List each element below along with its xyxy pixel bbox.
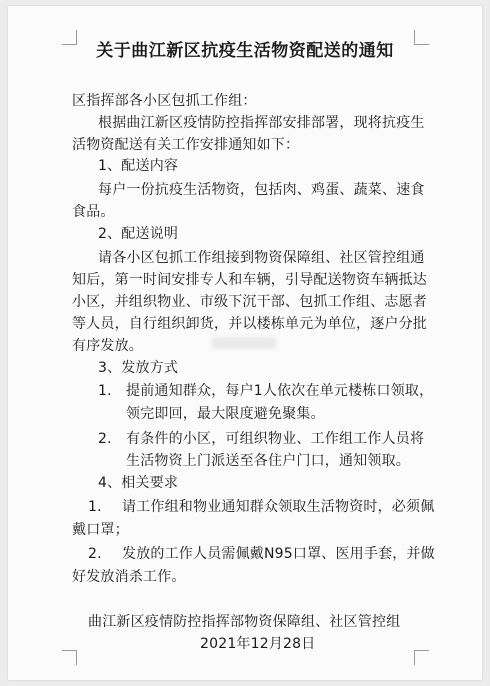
intro-line-1: 根据曲江新区疫情防控指挥部安排部署，现将抗疫生 <box>98 115 425 131</box>
crop-mark-bottom-right <box>414 650 429 665</box>
crop-mark-bottom-left <box>62 650 77 665</box>
section-2-line-5: 有序发放。 <box>72 338 143 354</box>
section-2-line-1: 请各小区包抓工作组接到物资保障组、社区管控组通 <box>98 250 425 266</box>
signature-issuer: 曲江新区疫情防控指挥部物资保障组、社区管控组 <box>88 614 401 630</box>
section-4-heading: 4、相关要求 <box>98 475 179 491</box>
document-title: 关于曲江新区抗疫生活物资配送的通知 <box>96 41 394 61</box>
section-3-item-1-num: 1. <box>98 383 112 399</box>
section-3-item-2-num: 2. <box>98 431 112 447</box>
section-1-heading: 1、配送内容 <box>98 158 179 174</box>
salutation: 区指挥部各小区包抓工作组： <box>72 93 257 109</box>
section-4-item-2-line-1: 发放的工作人员需佩戴N95口罩、医用手套，并做 <box>122 546 435 562</box>
section-2-heading: 2、配送说明 <box>98 226 179 242</box>
section-4-item-2-num: 2. <box>88 546 102 562</box>
section-3-item-1-line-1: 提前通知群众，每户1人依次在单元楼栋口领取， <box>126 383 434 399</box>
section-1-line-1: 每户一份抗疫生活物资，包括肉、鸡蛋、蔬菜、速食 <box>98 182 425 198</box>
section-4-item-1-num: 1. <box>88 499 102 515</box>
signature-date: 2021年12月28日 <box>200 636 316 652</box>
section-1-line-2: 食品。 <box>72 204 115 220</box>
section-4-item-1-line-1: 请工作组和物业通知群众领取生活物资时，必须佩 <box>122 499 435 515</box>
section-2-line-4: 等人员，自行组织卸货，并以楼栋单元为单位，逐户分批 <box>72 316 427 332</box>
section-3-item-1-line-2: 领完即回，最大限度避免聚集。 <box>126 406 325 422</box>
section-2-line-3: 小区，并组织物业、市级下沉干部、包抓工作组、志愿者 <box>72 294 427 310</box>
section-3-heading: 3、发放方式 <box>98 360 179 376</box>
section-4-item-1-line-2: 戴口罩； <box>72 522 129 538</box>
section-3-item-2-line-1: 有条件的小区，可组织物业、工作组工作人员将 <box>126 431 425 447</box>
redaction-smudge <box>212 337 276 349</box>
section-3-item-2-line-2: 生活物资上门派送至各住户门口，通知领取。 <box>126 453 410 469</box>
section-2-line-2: 知后，第一时间安排专人和车辆，引导配送物资车辆抵达 <box>72 272 427 288</box>
section-4-item-2-line-2: 好发放消杀工作。 <box>72 569 186 585</box>
intro-line-2: 活物资配送有关工作安排通知如下： <box>72 137 300 153</box>
